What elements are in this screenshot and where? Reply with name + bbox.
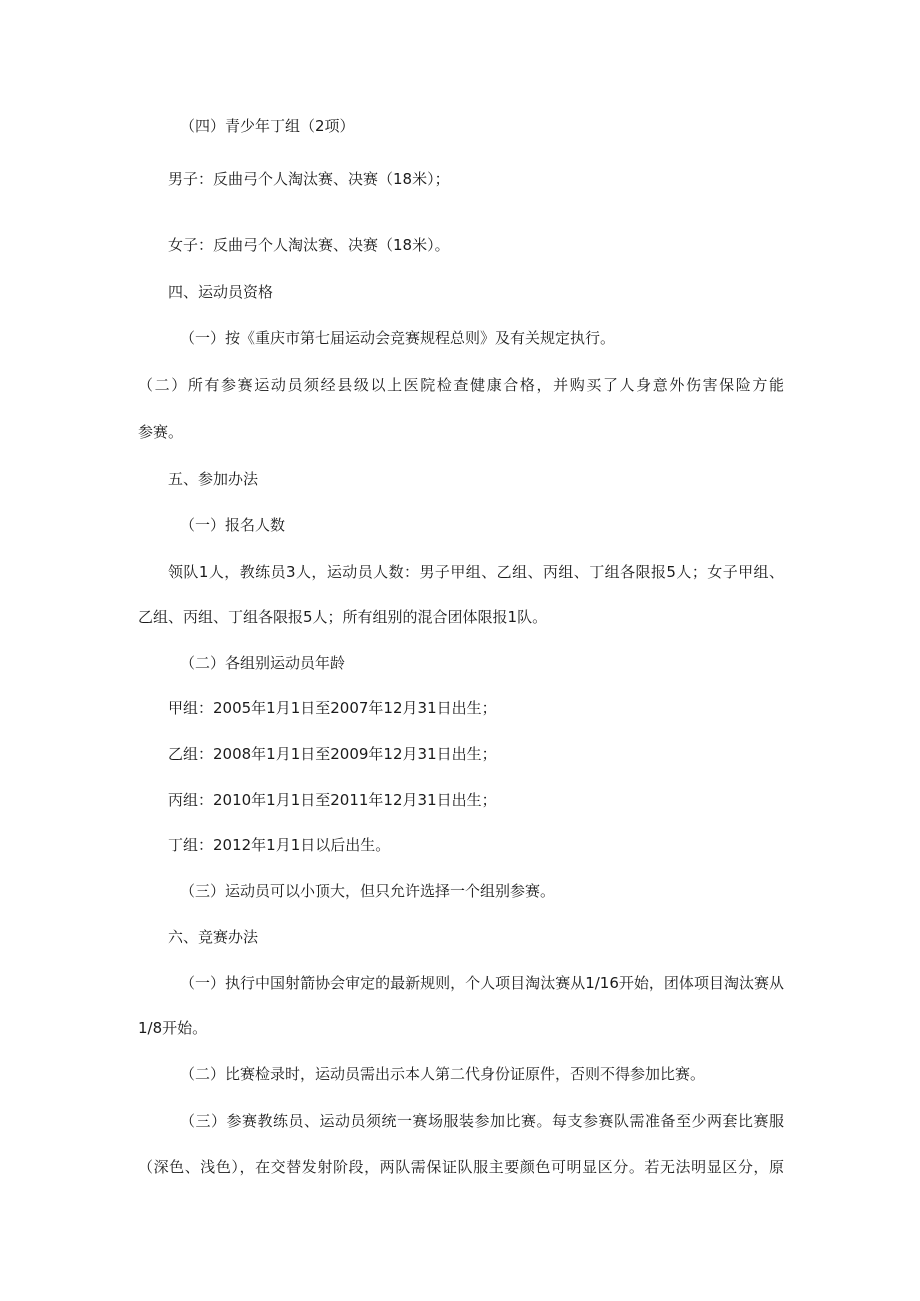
section-heading: 六、竞赛办法 bbox=[168, 928, 259, 946]
subsection-heading: （四）青少年丁组（2项） bbox=[180, 117, 355, 135]
paragraph-line: （三）运动员可以小顶大，但只允许选择一个组别参赛。 bbox=[180, 882, 556, 900]
paragraph-line: 1/8开始。 bbox=[138, 1019, 208, 1037]
paragraph-line: （二）比赛检录时，运动员需出示本人第二代身份证原件，否则不得参加比赛。 bbox=[180, 1065, 706, 1083]
subsection-heading: （二）各组别运动员年龄 bbox=[180, 654, 346, 672]
paragraph-line: （三）参赛教练员、运动员须统一赛场服装参加比赛。每支参赛队需准备至少两套比赛服 bbox=[180, 1112, 784, 1130]
text-line: 甲组：2005年1月1日至2007年12月31日出生； bbox=[168, 699, 497, 717]
paragraph-line: （二）所有参赛运动员须经县级以上医院检查健康合格，并购买了人身意外伤害保险方能 bbox=[138, 376, 784, 394]
paragraph-line: 参赛。 bbox=[138, 423, 184, 441]
paragraph-line: （深色、浅色），在交替发射阶段，两队需保证队服主要颜色可明显区分。若无法明显区分，原 bbox=[138, 1158, 784, 1176]
text-line: 乙组：2008年1月1日至2009年12月31日出生； bbox=[168, 745, 497, 763]
text-line: 丙组：2010年1月1日至2011年12月31日出生； bbox=[168, 791, 497, 809]
text-line: 丁组：2012年1月1日以后出生。 bbox=[168, 836, 391, 854]
text-line: 女子：反曲弓个人淘汰赛、决赛（18米）。 bbox=[168, 236, 450, 254]
subsection-heading: （一）报名人数 bbox=[180, 516, 286, 534]
paragraph-line: （一）执行中国射箭协会审定的最新规则，个人项目淘汰赛从1/16开始，团体项目淘汰赛从 bbox=[180, 974, 784, 992]
text-line: 男子：反曲弓个人淘汰赛、决赛（18米）； bbox=[168, 170, 450, 188]
section-heading: 四、运动员资格 bbox=[168, 283, 274, 301]
paragraph-line: 领队1人，教练员3人，运动员人数：男子甲组、乙组、丙组、丁组各限报5人；女子甲组、 bbox=[168, 563, 784, 581]
section-heading: 五、参加办法 bbox=[168, 470, 259, 488]
paragraph-line: （一）按《重庆市第七届运动会竞赛规程总则》及有关规定执行。 bbox=[180, 329, 616, 347]
paragraph-line: 乙组、丙组、丁组各限报5人；所有组别的混合团体限报1队。 bbox=[138, 608, 548, 626]
